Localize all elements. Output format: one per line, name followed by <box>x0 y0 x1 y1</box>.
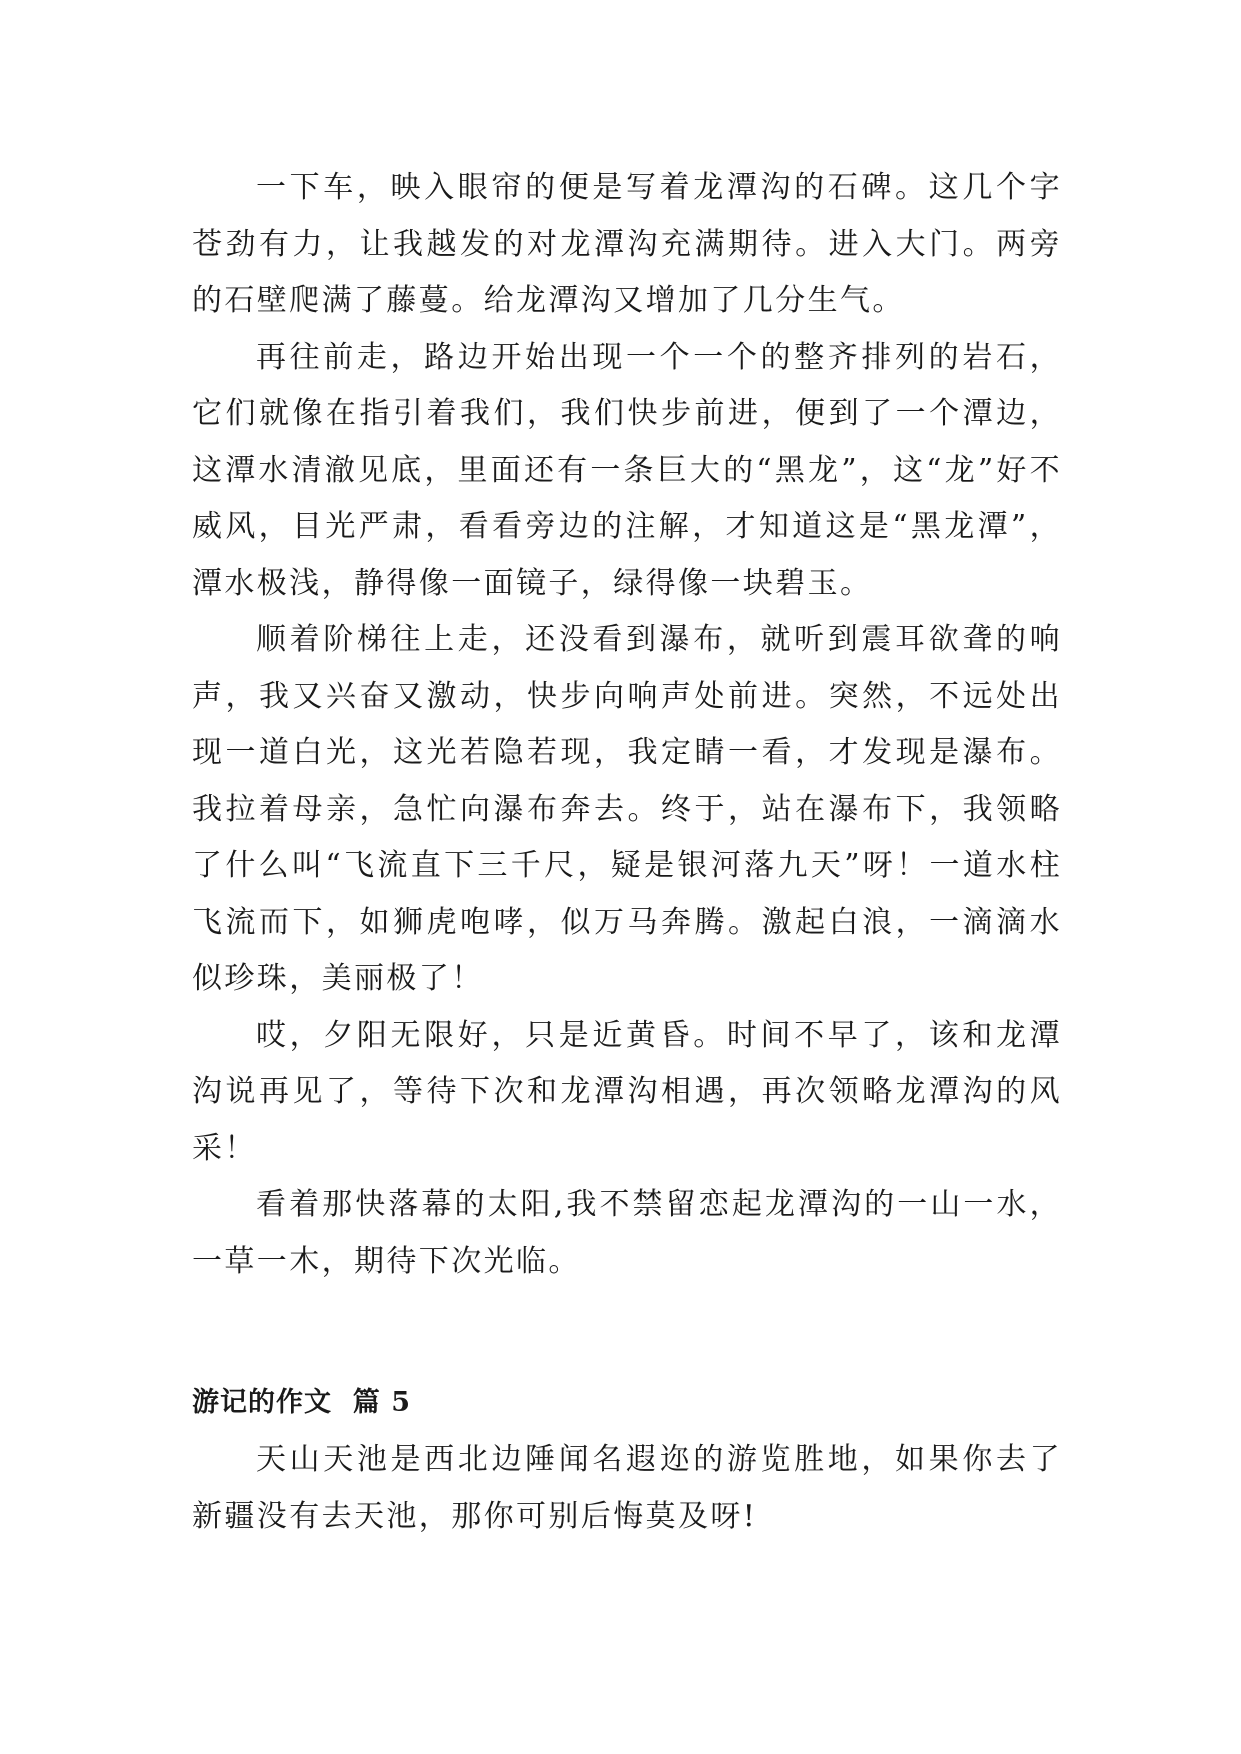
paragraph-3: 顺着阶梯往上走，还没看到瀑布，就听到震耳欲聋的响声，我又兴奋又激动，快步向响声处前进。突然，不远处出现一道白光，这光若隐若现，我定睛一看，才发现是瀑布。我拉着母亲，急忙向瀑布奔去。终于，站在瀑布下，我领略了什么叫“飞流直下三千尺，疑是银河落九天”呀！一道水柱飞流而下，如狮虎咆哮，似万马奔腾。激起白浪，一滴滴水似珍珠，美丽极了！ <box>192 622 1062 996</box>
paragraph-2: 再往前走，路边开始出现一个一个的整齐排列的岩石，它们就像在指引着我们，我们快步前进，便到了一个潭边，这潭水清澈见底，里面还有一条巨大的“黑龙”，这“龙”好不威风，目光严肃，看看旁边的注解，才知道这是“黑龙潭”，潭水极浅，静得像一面镜子，绿得像一块碧玉。 <box>192 339 1062 601</box>
paragraph-5: 看着那快落幕的太阳,我不禁留恋起龙潭沟的一山一水，一草一木，期待下次光临。 <box>192 1187 1062 1279</box>
paragraph-1: 一下车，映入眼帘的便是写着龙潭沟的石碑。这几个字苍劲有力，让我越发的对龙潭沟充满期待。进入大门。两旁的石壁爬满了藤蔓。给龙潭沟又增加了几分生气。 <box>192 170 1062 318</box>
essay-body <box>192 160 1062 1290</box>
section-heading: 游记的作文 篇 5 <box>192 1387 411 1418</box>
section-paragraph-1: 天山天池是西北边陲闻名遐迩的游览胜地，如果你去了新疆没有去天池，那你可别后悔莫及呀! <box>192 1442 1062 1534</box>
section-body <box>192 1432 1062 1545</box>
paragraph-4: 哎，夕阳无限好，只是近黄昏。时间不早了，该和龙潭沟说再见了，等待下次和龙潭沟相遇，再次领略龙潭沟的风采！ <box>192 1017 1062 1166</box>
